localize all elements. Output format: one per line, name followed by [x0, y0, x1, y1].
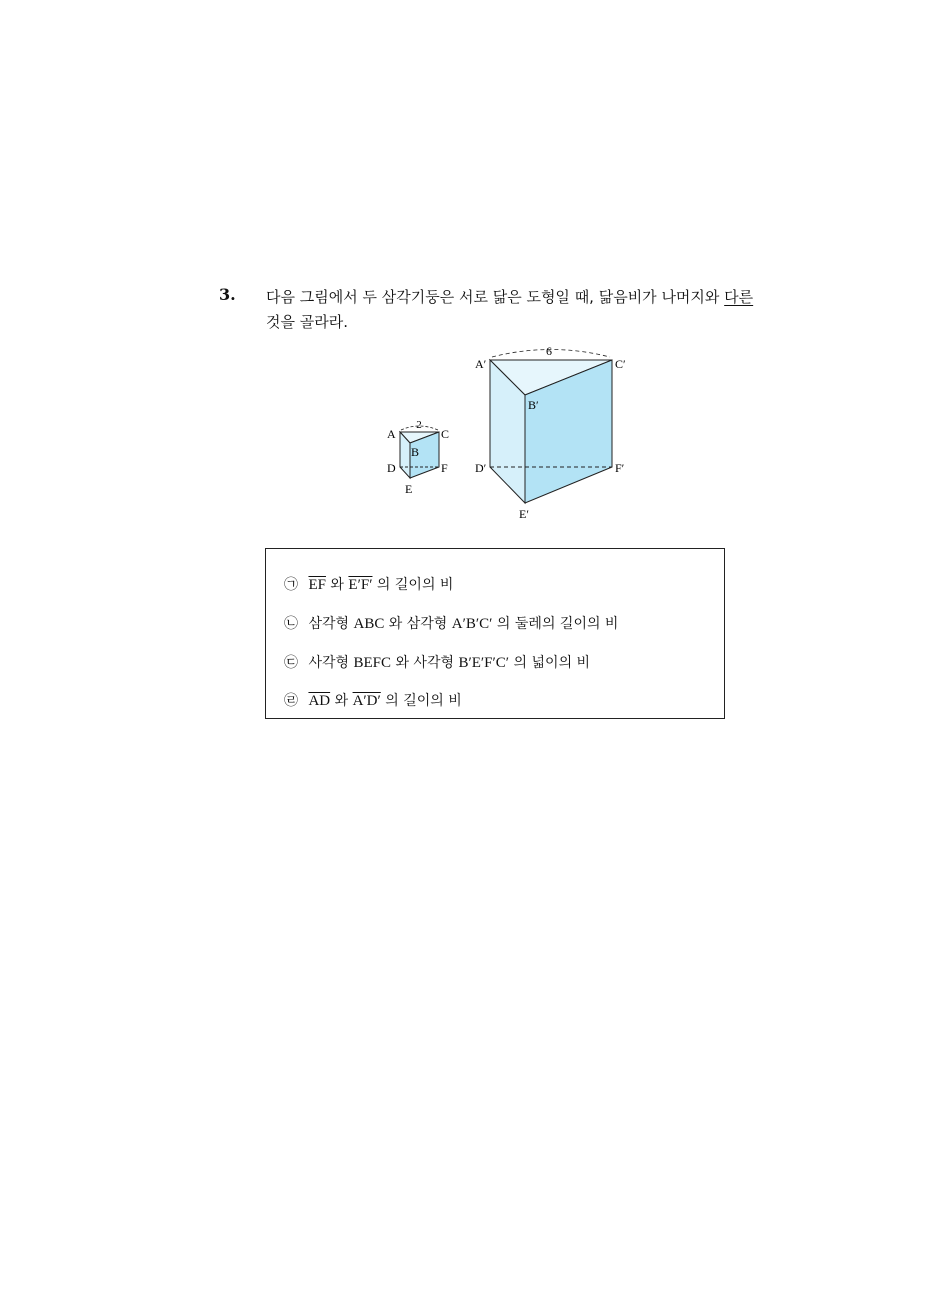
prism-figure — [370, 340, 650, 525]
options-box — [265, 548, 725, 719]
label-F-prime: F′ — [615, 461, 625, 475]
large-prism — [475, 344, 626, 521]
label-A-prime: A′ — [475, 357, 487, 371]
option-2-tail: 의 둘레의 길이의 비 — [492, 616, 619, 632]
label-D-prime: D′ — [475, 461, 487, 475]
option-1-tail: 의 길이의 비 — [372, 577, 454, 593]
option-2-pre: 삼각형 — [308, 616, 354, 632]
option-2-mark: ㉡ — [284, 616, 298, 632]
option-2 — [284, 613, 618, 633]
label-C-prime: C′ — [615, 357, 626, 371]
label-F: F — [441, 461, 448, 475]
triangle-ABC: ABC — [353, 616, 385, 632]
option-1 — [284, 574, 453, 594]
label-E-prime: E′ — [519, 507, 529, 521]
segment-E-prime-F-prime: E′F′ — [348, 577, 373, 593]
segment-EF: $\overline{EF}$ — [308, 577, 326, 593]
option-4 — [284, 690, 462, 710]
option-3-pre: 사각형 — [308, 655, 354, 671]
question-underlined-word: 다른 — [724, 288, 754, 306]
label-E: E — [405, 482, 413, 496]
segment-AD: $\overline{AD}$ — [308, 693, 331, 709]
option-4-mid: 와 — [330, 693, 353, 709]
option-4-tail: 의 길이의 비 — [380, 693, 462, 709]
option-3-mark: ㉢ — [284, 655, 298, 671]
option-3 — [284, 652, 590, 672]
segment-A-prime-D-prime: A′D′ — [352, 693, 381, 709]
option-4-mark: ㉣ — [284, 693, 298, 709]
large-edge-label: 6 — [546, 344, 552, 358]
quadrilateral-BEFC: BEFC — [353, 655, 391, 671]
option-2-mid: 와 삼각형 — [384, 616, 452, 632]
option-3-tail: 의 넓이의 비 — [509, 655, 591, 671]
label-D: D — [387, 461, 396, 475]
question-text-line2: 것을 골라라. — [266, 313, 348, 331]
label-B: B — [411, 445, 420, 459]
option-1-mid: 와 — [325, 577, 349, 593]
question-text — [266, 285, 766, 335]
option-1-mark: ㉠ — [284, 577, 298, 593]
triangle-A-prime-B-prime-C-prime: A′B′C′ — [451, 616, 493, 632]
quadrilateral-B-prime-E-prime-F-prime-C-prime: B′E′F′C′ — [458, 655, 510, 671]
label-C: C — [441, 427, 450, 441]
small-edge-label: 2 — [416, 419, 422, 431]
label-A: A — [387, 427, 396, 441]
question-number: 3. — [219, 285, 236, 304]
question-text-main: 다음 그림에서 두 삼각기둥은 서로 닮은 도형일 때, 닮음비가 나머지와 — [266, 288, 725, 306]
label-B-prime: B′ — [528, 398, 539, 412]
small-prism — [387, 419, 449, 496]
option-3-mid: 와 사각형 — [391, 655, 459, 671]
